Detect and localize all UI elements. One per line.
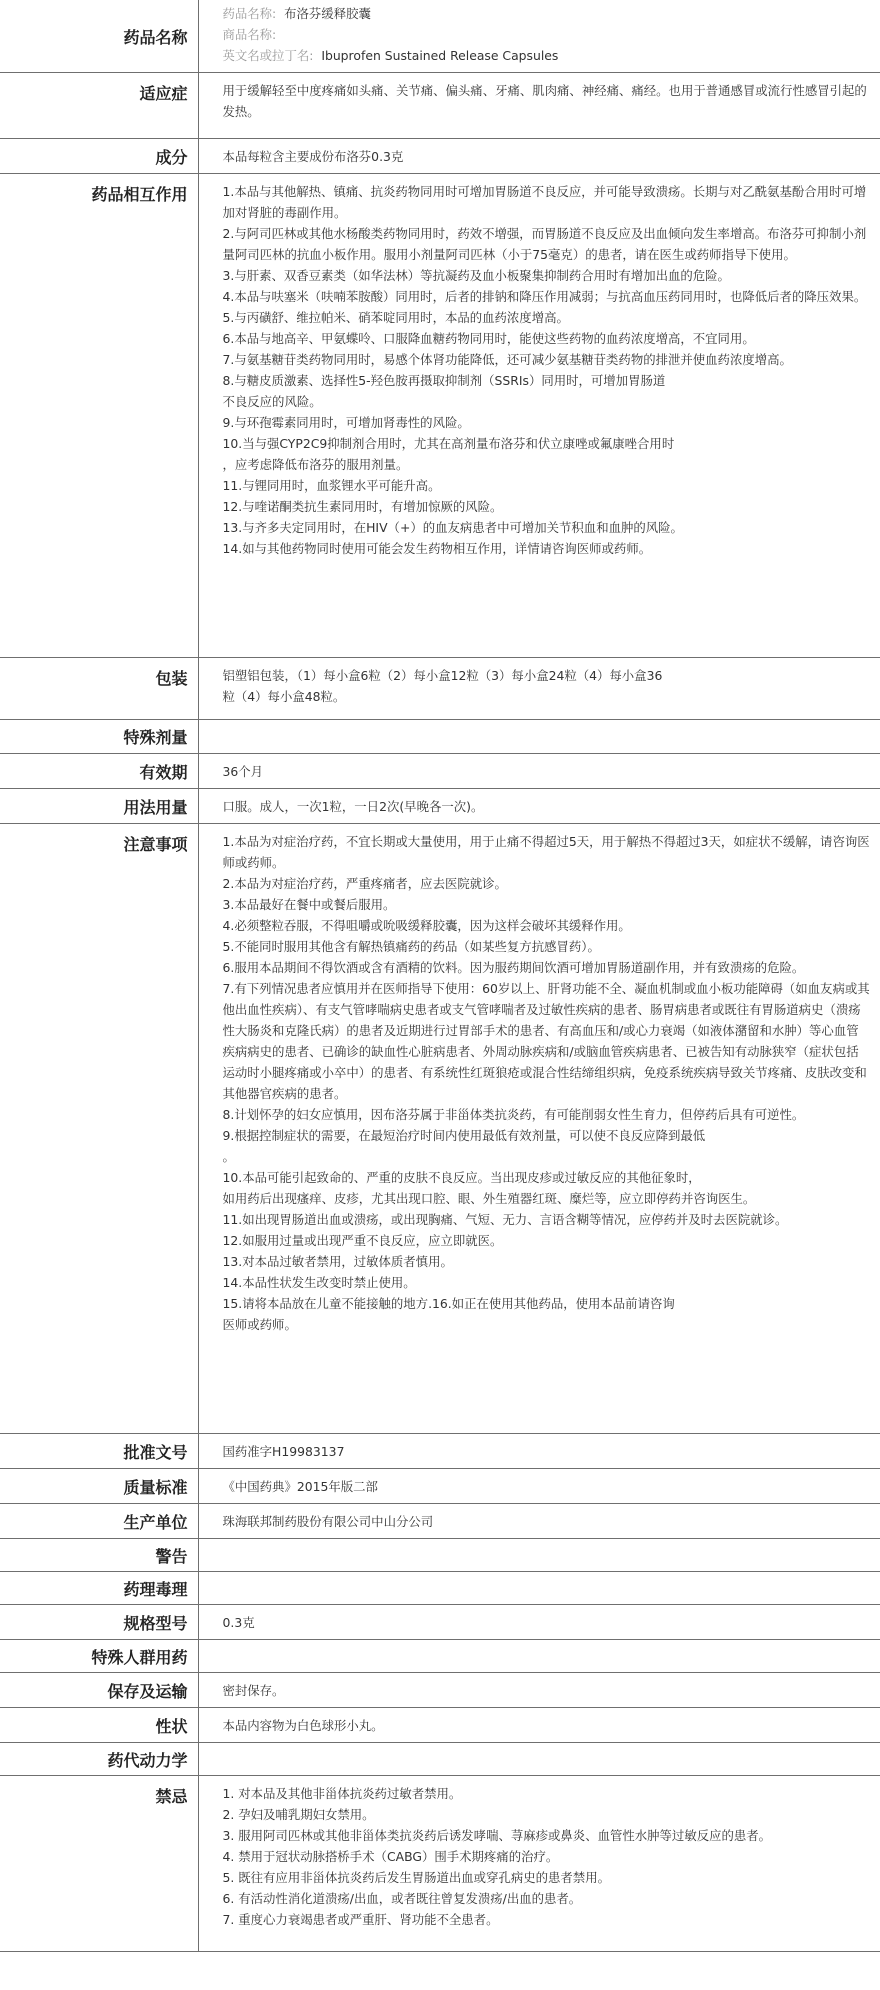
value-ingredients: 本品每粒含主要成份布洛芬0.3克: [222, 149, 404, 164]
row-contraindications: [0, 1776, 880, 1952]
value-drug-name: [198, 0, 880, 73]
value-usage: 口服。成人，一次1粒，一日2次(早晚各一次)。: [222, 799, 484, 814]
precaution-item: 12.如服用过量或出现严重不良反应，应立即就医。: [222, 1233, 503, 1248]
interaction-item: 6.本品与地高辛、甲氨蝶呤、口服降血糖药物同用时，能使这些药物的血药浓度增高，不宜同用。: [222, 331, 755, 346]
label-validity: 有效期: [0, 754, 198, 789]
contraindication-item: 7. 重度心力衰竭患者或严重肝、肾功能不全患者。: [222, 1912, 499, 1927]
contraindication-item: 1. 对本品及其他非甾体抗炎药过敏者禁用。: [222, 1786, 462, 1801]
interaction-item: 4.本品与呋塞米（呋喃苯胺酸）同用时，后者的排钠和降压作用减弱；与抗高血压药同用时，也降低后者的降压效果。: [222, 289, 867, 304]
value-approval-no: 国药准字H19983137: [222, 1444, 345, 1459]
label-drug-name: 药品名称: [0, 0, 198, 73]
english-name-value: Ibuprofen Sustained Release Capsules: [321, 48, 559, 63]
label-interactions: 药品相互作用: [0, 174, 198, 658]
english-name-line: [223, 45, 871, 66]
precaution-item: 2.本品为对症治疗药，严重疼痛者，应去医院就诊。: [222, 876, 507, 891]
interaction-item: 2.与阿司匹林或其他水杨酸类药物同用时，药效不增强，而胃肠道不良反应及出血倾向发生率增高。布洛芬可抑制小剂量阿司匹林的抗血小板作用。服用小剂量阿司匹林（小于75毫克）的患者，请在医生或药师指导下使用。: [222, 226, 867, 262]
label-pharmacokinetics: 药代动力学: [0, 1743, 198, 1776]
row-package: [0, 658, 880, 720]
label-storage: 保存及运输: [0, 1673, 198, 1708]
label-usage: 用法用量: [0, 789, 198, 824]
interaction-item: 14.如与其他药物同时使用可能会发生药物相互作用，详情请咨询医师或药师。: [222, 541, 652, 556]
row-interactions: [0, 174, 880, 658]
interaction-item: 5.与丙磺舒、维拉帕米、硝苯啶同用时，本品的血药浓度增高。: [222, 310, 569, 325]
row-pharmacokinetics: [0, 1743, 880, 1776]
row-warning: [0, 1539, 880, 1572]
row-specification: [0, 1605, 880, 1640]
label-special-population: 特殊人群用药: [0, 1640, 198, 1673]
contraindication-item: 2. 孕妇及哺乳期妇女禁用。: [222, 1807, 375, 1822]
label-indications: 适应症: [0, 73, 198, 139]
value-validity: 36个月: [222, 764, 264, 779]
interaction-item: 8.与糖皮质激素、选择性5-羟色胺再摄取抑制剂（SSRIs）同用时，可增加胃肠道 不良反应的风险。: [222, 373, 666, 409]
value-quality-standard: 《中国药典》2015年版二部: [222, 1479, 378, 1494]
value-warning: [198, 1539, 880, 1572]
label-warning: 警告: [0, 1539, 198, 1572]
contraindication-item: 3. 服用阿司匹林或其他非甾体类抗炎药后诱发哮喘、荨麻疹或鼻炎、血管性水肿等过敏反应的患者。: [222, 1828, 772, 1843]
interaction-item: 1.本品与其他解热、镇痛、抗炎药物同用时可增加胃肠道不良反应，并可能导致溃疡。长期与对乙酰氨基酚合用时可增加对肾脏的毒副作用。: [222, 184, 867, 220]
row-appearance: [0, 1708, 880, 1743]
precaution-item: 11.如出现胃肠道出血或溃疡，或出现胸痛、气短、无力、言语含糊等情况，应停药并及时去医院就诊。: [222, 1212, 788, 1227]
interaction-item: 11.与锂同用时，血浆锂水平可能升高。: [222, 478, 441, 493]
contraindication-item: 5. 既往有应用非甾体抗炎药后发生胃肠道出血或穿孔病史的患者禁用。: [222, 1870, 610, 1885]
precaution-item: 10.本品可能引起致命的、严重的皮肤不良反应。当出现皮疹或过敏反应的其他征象时， 如用药后出现瘙痒、皮疹，尤其出现口腔、眼、外生殖器红斑、糜烂等，应立即停药并咨询医生。: [222, 1170, 756, 1206]
label-ingredients: 成分: [0, 139, 198, 174]
row-special-population: [0, 1640, 880, 1673]
interaction-item: 13.与齐多夫定同用时，在HIV（+）的血友病患者中可增加关节积血和血肿的风险。: [222, 520, 683, 535]
value-contraindications: [198, 1776, 880, 1952]
row-precautions: [0, 824, 880, 1434]
row-drug-name: [0, 0, 880, 73]
value-pharmacokinetics: [198, 1743, 880, 1776]
precaution-item: 4.必须整粒吞服，不得咀嚼或吮吸缓释胶囊，因为这样会破坏其缓释作用。: [222, 918, 631, 933]
row-quality-standard: [0, 1469, 880, 1504]
value-indications: 用于缓解轻至中度疼痛如头痛、关节痛、偏头痛、牙痛、肌肉痛、神经痛、痛经。也用于普通感冒或流行性感冒引起的发热。: [222, 83, 867, 119]
contraindication-item: 4. 禁用于冠状动脉搭桥手术（CABG）围手术期疼痛的治疗。: [222, 1849, 559, 1864]
interaction-item: 3.与肝素、双香豆素类（如华法林）等抗凝药及血小板聚集抑制药合用时有增加出血的危险。: [222, 268, 730, 283]
value-interactions: [198, 174, 880, 658]
label-approval-no: 批准文号: [0, 1434, 198, 1469]
label-contraindications: 禁忌: [0, 1776, 198, 1952]
value-toxicology: [198, 1572, 880, 1605]
row-indications: [0, 73, 880, 139]
precaution-item: 8.计划怀孕的妇女应慎用，因布洛芬属于非甾体类抗炎药，有可能削弱女性生育力，但停药后具有可逆性。: [222, 1107, 805, 1122]
precaution-item: 7.有下列情况患者应慎用并在医师指导下使用：60岁以上、肝肾功能不全、凝血机制或血小板功能障碍（如血友病或其他出血性疾病）、有支气管哮喘病史患者或支气管哮喘者及过敏性疾病的患者、肠胃病患者或既往有胃肠道病史（溃疡性大肠炎和克隆氏病）的患者及近期进行过胃部手术的患者、有高血压和/或心力衰竭（如液体潴留和水肿）等心血管疾病病史的患者、已确诊的缺血性心脏病患者、外周动脉疾病和/或脑血管疾病患者、已被告知有动脉狭窄（症状包括运动时小腿疼痛或小卒中）的患者、有系统性红斑狼疮或混合性结缔组织病，免疫系统疾病导致关节疼痛、皮肤改变和其他器官疾病的患者。: [222, 981, 870, 1101]
drug-name-value: 布洛芬缓释胶囊: [284, 6, 371, 21]
precaution-item: 15.请将本品放在儿童不能接触的地方.16.如正在使用其他药品，使用本品前请咨询 医师或药师。: [222, 1296, 675, 1332]
row-toxicology: [0, 1572, 880, 1605]
precaution-item: 3.本品最好在餐中或餐后服用。: [222, 897, 396, 912]
label-toxicology: 药理毒理: [0, 1572, 198, 1605]
value-manufacturer: 珠海联邦制药股份有限公司中山分公司: [222, 1514, 434, 1529]
row-storage: [0, 1673, 880, 1708]
interaction-item: 12.与喹诺酮类抗生素同用时，有增加惊厥的风险。: [222, 499, 503, 514]
value-package: 铝塑铝包装，（1）每小盒6粒（2）每小盒12粒（3）每小盒24粒（4）每小盒36 粒（4）每小盒48粒。: [222, 668, 663, 704]
label-specification: 规格型号: [0, 1605, 198, 1640]
interaction-item: 10.当与强CYP2C9抑制剂合用时，尤其在高剂量布洛芬和伏立康唑或氟康唑合用时 ，应考虑降低布洛芬的服用剂量。: [222, 436, 675, 472]
interaction-item: 9.与环孢霉素同用时，可增加肾毒性的风险。: [222, 415, 470, 430]
row-ingredients: [0, 139, 880, 174]
row-usage: [0, 789, 880, 824]
label-special-dosage: 特殊剂量: [0, 720, 198, 754]
label-appearance: 性状: [0, 1708, 198, 1743]
interaction-item: 7.与氨基糖苷类药物同用时，易感个体肾功能降低，还可减少氨基糖苷类药物的排泄并使血药浓度增高。: [222, 352, 792, 367]
value-storage: 密封保存。: [222, 1683, 285, 1698]
label-precautions: 注意事项: [0, 824, 198, 1434]
precaution-item: 9.根据控制症状的需要，在最短治疗时间内使用最低有效剂量，可以使不良反应降到最低 。: [222, 1128, 706, 1164]
row-approval-no: [0, 1434, 880, 1469]
drug-name-key: 药品名称:: [222, 6, 277, 21]
value-appearance: 本品内容物为白色球形小丸。: [222, 1718, 384, 1733]
row-manufacturer: [0, 1504, 880, 1539]
value-specification: 0.3克: [222, 1615, 255, 1630]
row-special-dosage: [0, 720, 880, 754]
value-special-population: [198, 1640, 880, 1673]
trade-name-line: [223, 24, 871, 45]
label-package: 包装: [0, 658, 198, 720]
value-precautions: [198, 824, 880, 1434]
precaution-item: 13.对本品过敏者禁用，过敏体质者慎用。: [222, 1254, 453, 1269]
row-validity: [0, 754, 880, 789]
label-quality-standard: 质量标准: [0, 1469, 198, 1504]
precaution-item: 5.不能同时服用其他含有解热镇痛药的药品（如某些复方抗感冒药）。: [222, 939, 600, 954]
contraindication-item: 6. 有活动性消化道溃疡/出血，或者既往曾复发溃疡/出血的患者。: [222, 1891, 582, 1906]
precaution-item: 14.本品性状发生改变时禁止使用。: [222, 1275, 416, 1290]
label-manufacturer: 生产单位: [0, 1504, 198, 1539]
english-name-key: 英文名或拉丁名:: [222, 48, 314, 63]
trade-name-key: 商品名称:: [222, 27, 277, 42]
precaution-item: 1.本品为对症治疗药，不宜长期或大量使用，用于止痛不得超过5天，用于解热不得超过3天，如症状不缓解，请咨询医师或药师。: [222, 834, 870, 870]
value-special-dosage: [198, 720, 880, 754]
drug-name-line: [223, 3, 871, 24]
precaution-item: 6.服用本品期间不得饮酒或含有酒精的饮料。因为服药期间饮酒可增加胃肠道副作用，并有致溃疡的危险。: [222, 960, 805, 975]
